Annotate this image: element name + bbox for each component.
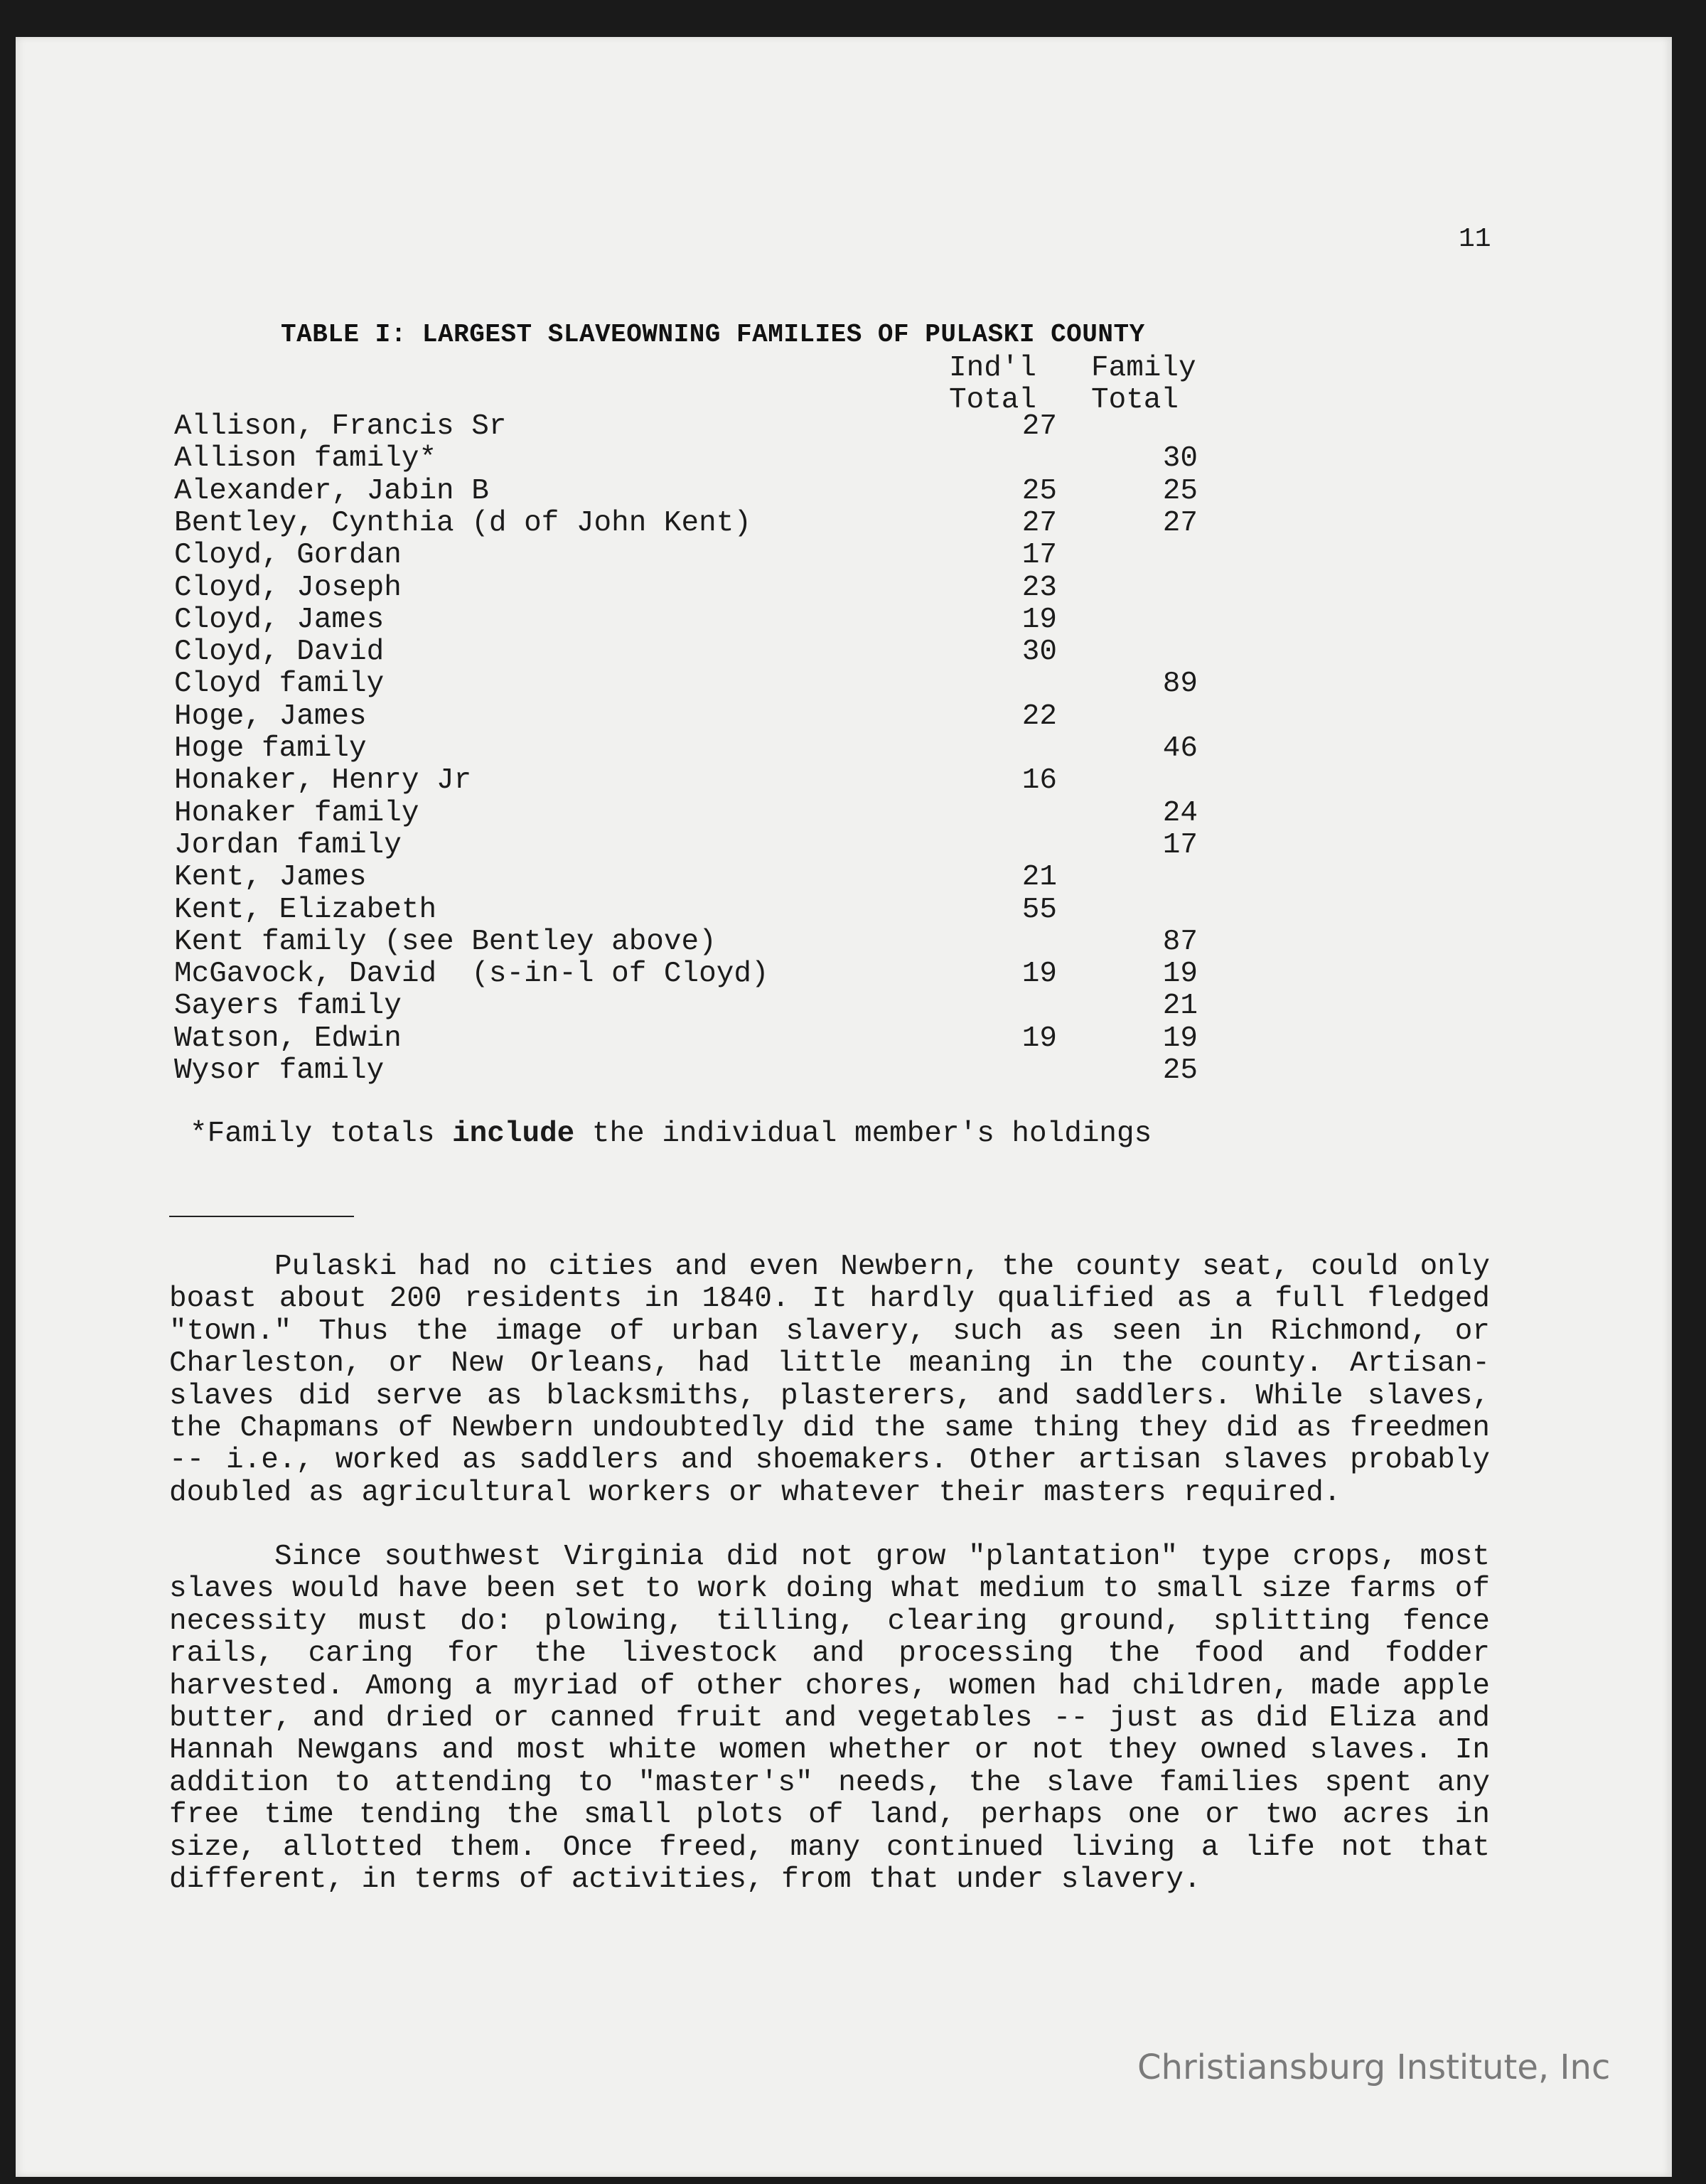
row-individual-total: 19	[1021, 603, 1057, 636]
row-name: Jordan family	[174, 828, 402, 862]
row-name: Allison, Francis Sr	[174, 410, 507, 443]
row-name: Honaker family	[174, 796, 419, 830]
row-name: Allison family*	[174, 442, 437, 476]
table-row	[174, 894, 1240, 926]
row-family-total: 24	[1162, 796, 1198, 830]
row-name: McGavock, David (s-in-l of Cloyd)	[174, 958, 769, 991]
row-name: Cloyd, Joseph	[174, 571, 402, 604]
row-name: Bentley, Cynthia (d of John Kent)	[174, 506, 751, 540]
row-family-total: 19	[1162, 1022, 1198, 1055]
table-row	[174, 604, 1240, 636]
row-name: Cloyd family	[174, 668, 385, 701]
table-row	[174, 507, 1240, 540]
table-row	[174, 700, 1240, 733]
row-name: Hoge, James	[174, 700, 367, 733]
row-name: Kent, James	[174, 861, 367, 894]
row-family-total: 30	[1162, 442, 1198, 476]
page-number: 11	[1459, 224, 1491, 255]
row-name: Watson, Edwin	[174, 1022, 402, 1055]
table-row	[174, 442, 1240, 475]
row-name: Honaker, Henry Jr	[174, 764, 472, 798]
row-individual-total: 16	[1021, 764, 1057, 798]
table-row	[174, 668, 1240, 700]
row-individual-total: 55	[1021, 893, 1057, 926]
row-individual-total: 21	[1021, 861, 1057, 894]
row-family-total: 89	[1162, 668, 1198, 701]
row-individual-total: 27	[1021, 506, 1057, 540]
row-family-total: 46	[1162, 732, 1198, 765]
row-individual-total: 30	[1021, 636, 1057, 669]
row-name: Hoge family	[174, 732, 367, 765]
row-individual-total: 19	[1021, 1022, 1057, 1055]
table-row	[174, 1054, 1240, 1087]
row-individual-total: 22	[1021, 700, 1057, 733]
table-title: TABLE I: LARGEST SLAVEOWNING FAMILIES OF PULASKI COUNTY	[281, 320, 1145, 349]
table-row	[174, 572, 1240, 604]
row-individual-total: 27	[1021, 410, 1057, 443]
table-row	[174, 732, 1240, 765]
row-name: Cloyd, James	[174, 603, 385, 636]
table-row	[174, 861, 1240, 894]
watermark: Christiansburg Institute, Inc	[1137, 2048, 1611, 2087]
table-row	[174, 797, 1240, 830]
row-name: Alexander, Jabin B	[174, 474, 489, 508]
table-row	[174, 926, 1240, 958]
table-row	[174, 829, 1240, 862]
table-row	[174, 1022, 1240, 1055]
row-family-total: 25	[1162, 474, 1198, 508]
row-family-total: 87	[1162, 925, 1198, 958]
row-family-total: 17	[1162, 828, 1198, 862]
table-row	[174, 958, 1240, 990]
row-individual-total: 19	[1021, 958, 1057, 991]
row-name: Sayers family	[174, 990, 402, 1023]
row-name: Cloyd, David	[174, 636, 385, 669]
col-ind-header-2: Total	[949, 384, 1037, 417]
row-individual-total: 23	[1021, 571, 1057, 604]
table-row	[174, 539, 1240, 572]
col-fam-header-1: Family	[1091, 352, 1196, 385]
table-footnote: *Family totals include the individual member's holdings	[190, 1118, 1152, 1150]
row-individual-total: 17	[1021, 539, 1057, 572]
col-ind-header-1: Ind'l	[949, 352, 1037, 385]
paragraph: Since southwest Virginia did not grow "plantation" type crops, most slaves would have been set to work doing what medium to small size farms of necessity must do: plowing, tilling, clearing ground, splitting fence rails, caring for the livestock and processing the food and fodder harvested. Among a myriad of other chores, women had children, made apple butter, and dried or canned fruit and vegetables -- just as did Eliza and Hannah Newgans and most white women whether or not they owned slaves. In addition to attending to "master's" needs, the slave families spent any free time tending the small plots of land, perhaps one or two acres in size, allotted them. Once freed, many continued living a life not that different, in terms of activities, from that under slavery.	[169, 1541, 1490, 1897]
row-name: Kent, Elizabeth	[174, 893, 437, 926]
row-family-total: 21	[1162, 990, 1198, 1023]
row-name: Kent family (see Bentley above)	[174, 925, 717, 958]
table-row	[174, 764, 1240, 797]
col-fam-header-2: Total	[1091, 384, 1179, 417]
row-name: Cloyd, Gordan	[174, 539, 402, 572]
section-divider	[169, 1216, 354, 1217]
row-name: Wysor family	[174, 1054, 385, 1087]
table-row	[174, 990, 1240, 1022]
table-row	[174, 410, 1240, 443]
table-row	[174, 636, 1240, 668]
row-family-total: 19	[1162, 958, 1198, 991]
row-family-total: 27	[1162, 506, 1198, 540]
row-individual-total: 25	[1021, 474, 1057, 508]
paragraph: Pulaski had no cities and even Newbern, the county seat, could only boast about 200 residents in 1840. It hardly qualified as a full fledged "town." Thus the image of urban slavery, such as seen in Richmond, or Charleston, or New Orleans, had little meaning in the county. Artisan-slaves did serve as blacksmiths, plasterers, and saddlers. While slaves, the Chapmans of Newbern undoubtedly did the same thing they did as freedmen -- i.e., worked as saddlers and shoemakers. Other artisan slaves probably doubled as agricultural workers or whatever their masters required.	[169, 1251, 1490, 1509]
table-row	[174, 475, 1240, 508]
row-family-total: 25	[1162, 1054, 1198, 1087]
